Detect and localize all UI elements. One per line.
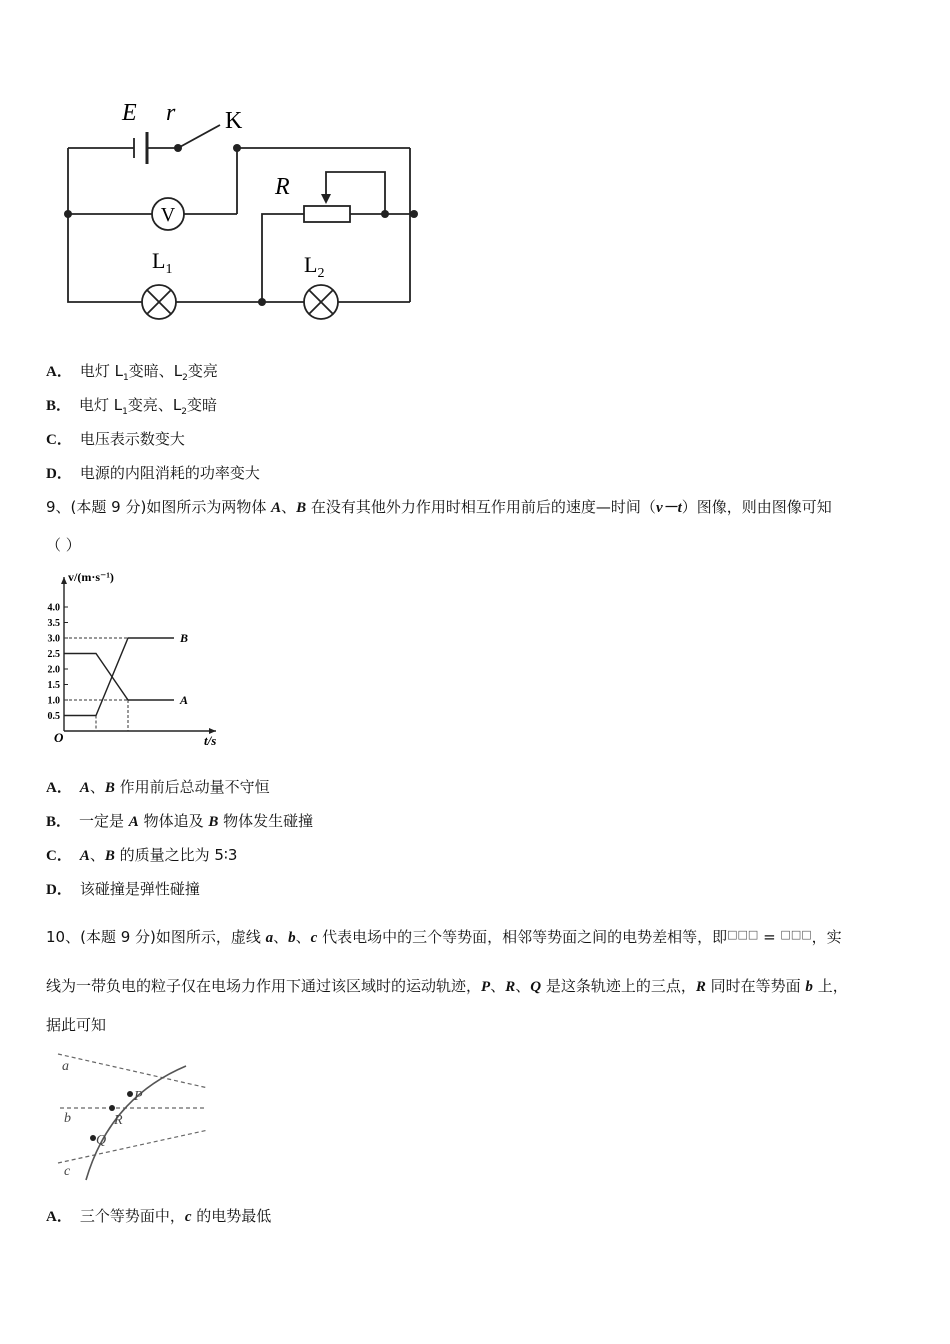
equipotential-figure	[50, 1048, 210, 1188]
label-K: K	[225, 108, 243, 134]
q9-option-b: B． 一定是 A 物体追及 B 物体发生碰撞	[46, 812, 314, 830]
y-tick-label: 2.0	[47, 664, 60, 676]
q8-option-c: C． 电压表示数变大	[46, 430, 185, 448]
vt-chart	[40, 565, 240, 755]
q10-stem-line1: 10、(本题 9 分)如图所示，虚线 a、b、c 代表电场中的三个等势面，相邻等势面之间的电势差相等，即□□□ = □□□，实	[46, 928, 842, 946]
origin-label: O	[54, 730, 64, 745]
label-E: E	[122, 100, 137, 126]
label-L2: $L_2$	[304, 252, 325, 281]
q9-stem: 9、(本题 9 分)如图所示为两物体 A、B 在没有其他外力作用时相互作用前后的速度—时间（v－t）图像，则由图像可知	[46, 498, 832, 516]
series-line-B	[64, 638, 174, 716]
y-tick-label: 4.0	[47, 602, 60, 614]
y-tick-label: 3.0	[47, 633, 60, 645]
y-axis-arrow	[61, 577, 67, 584]
label-L1: $L_1$	[152, 248, 173, 277]
q8-option-b: B． 电灯 $L_1$变亮、$L_2$变暗	[46, 396, 217, 417]
label-r: r	[166, 100, 176, 126]
q9-blank: （ ）	[46, 536, 81, 554]
fig-label-b: b	[64, 1111, 71, 1126]
y-tick-label: 1.0	[47, 695, 60, 707]
q9-option-a: A． A、B 作用前后总动量不守恒	[46, 778, 270, 796]
q9-option-d: D． 该碰撞是弹性碰撞	[46, 880, 200, 898]
y-tick-label: 3.5	[47, 618, 60, 629]
q8-option-a: A． 电灯 $L_1$变暗、$L_2$变亮	[46, 362, 218, 383]
fig-label-Q: Q	[96, 1133, 107, 1148]
fig-label-R: R	[114, 1113, 123, 1128]
q10-stem-line2: 线为一带负电的粒子仅在电场力作用下通过该区域时的运动轨迹，P、R、Q 是这条轨迹上的三点，R 同时在等势面 b 上，	[46, 977, 848, 995]
q8-option-d: D． 电源的内阻消耗的功率变大	[46, 464, 260, 482]
voltmeter-label: V	[160, 204, 176, 226]
y-tick-label: 1.5	[47, 680, 60, 691]
circuit-diagram	[50, 90, 430, 340]
series-label-A: A	[180, 693, 189, 707]
fig-label-c: c	[64, 1164, 71, 1179]
q10-stem-line3: 据此可知	[46, 1016, 107, 1034]
x-axis-label: t/s	[204, 733, 217, 748]
y-tick-label: 2.5	[47, 649, 60, 660]
q10-option-a: A． 三个等势面中，c 的电势最低	[46, 1207, 272, 1225]
series-label-B: B	[180, 631, 189, 645]
fig-label-P: P	[134, 1089, 143, 1104]
y-axis-label: v/(m·s⁻¹)	[68, 570, 114, 584]
q9-option-c: C． A、B 的质量之比为 5∶3	[46, 846, 238, 864]
y-tick-label: 0.5	[47, 711, 60, 722]
fig-label-a: a	[62, 1059, 69, 1074]
label-R: R	[275, 174, 290, 200]
